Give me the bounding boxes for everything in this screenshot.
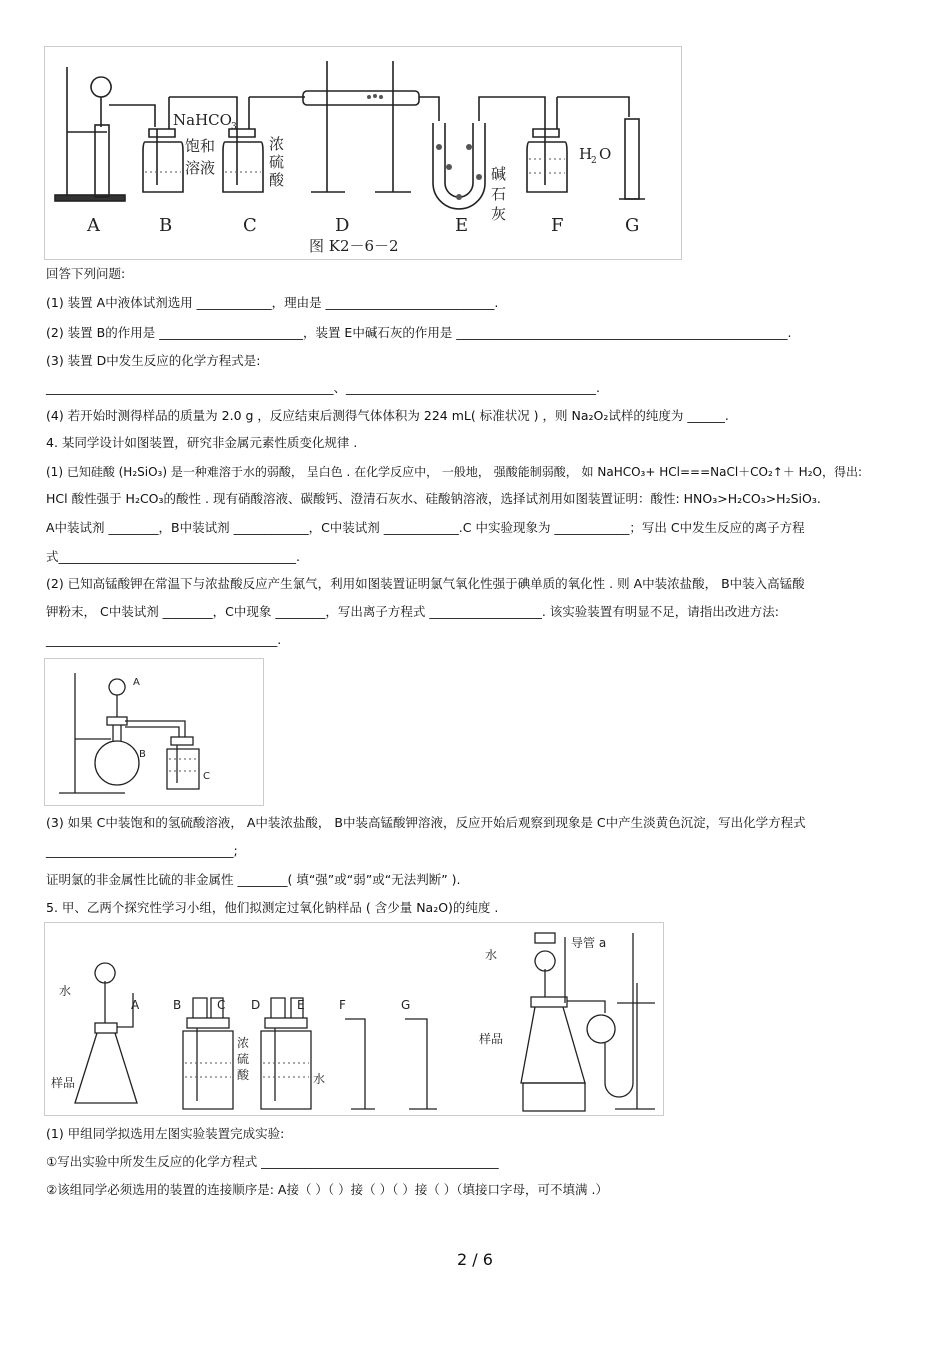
label-C: C <box>243 215 257 236</box>
nahco3-label: NaHCO <box>173 111 232 129</box>
text-line-1: 回答下列问题: <box>46 266 126 281</box>
label-G: G <box>625 215 640 236</box>
shui-label: 水 <box>59 984 72 998</box>
text-line-21: ②该组同学必须选用的装置的连接顺序是: A接（ ）（ ）接（ ）（ ）接（ ）（填接口字母，可不填满 .） <box>46 1182 609 1197</box>
text-line-19: (1) 甲组同学拟选用左图实验装置完成实验: <box>46 1126 285 1141</box>
apparatus-figure-2 <box>44 658 264 806</box>
text-line-7: 4. 某同学设计如图装置，研究非金属元素性质变化规律 . <box>46 435 358 450</box>
liu-label-fig3: 硫 <box>237 1052 250 1066</box>
label-fig3-A: A <box>131 998 140 1012</box>
jian-label: 碱 <box>491 165 507 183</box>
nong-label-fig3: 浓 <box>237 1036 250 1050</box>
text-line-15: (3) 如果 C中装饱和的氢硫酸溶液， A中装浓盐酸， B中装高锰酸钾溶液，反应开始后观察到现象是 C中产生淡黄色沉淀，写出化学方程式 <box>46 815 806 830</box>
label-fig3-G: G <box>401 998 411 1012</box>
daoguan-label: 导管 a <box>571 936 607 950</box>
label-fig2-c: C <box>203 771 210 782</box>
apparatus-figure-1 <box>44 46 682 260</box>
shi-label: 石 <box>491 185 507 203</box>
label-B: B <box>159 215 173 236</box>
text-line-14: _____________________________________. <box>46 632 282 647</box>
text-line-2: (1) 装置 A中液体试剂选用 ____________，理由是 ___________________________. <box>46 295 499 310</box>
h2o-subscript: 2 <box>591 156 597 166</box>
label-fig3-E: E <box>297 998 305 1012</box>
label-fig2-b: B <box>139 749 146 760</box>
figure-caption: 图 K2－6－2 <box>309 237 399 255</box>
label-fig3-B: B <box>173 998 182 1012</box>
text-line-16: ______________________________; <box>46 843 238 858</box>
label-fig3-F: F <box>339 998 346 1012</box>
text-line-18: 5. 甲、乙两个探究性学习小组，他们拟测定过氧化钠样品 ( 含少量 Na₂O)的纯度 . <box>46 900 499 915</box>
label-fig3-C: C <box>217 998 226 1012</box>
label-F: F <box>551 215 564 236</box>
label-A: A <box>87 215 100 236</box>
bao-he-label: 饱和 <box>185 137 216 155</box>
text-line-4: (3) 装置 D中发生反应的化学方程式是: <box>46 353 261 368</box>
rong-ye-label: 溶液 <box>185 159 216 177</box>
hui-label: 灰 <box>491 205 507 223</box>
text-line-3: (2) 装置 B的作用是 _______________________，装置 E中碱石灰的作用是 _____________________________________________________. <box>46 325 792 340</box>
text-line-13: 钾粉末， C中装试剂 ________，C中现象 ________，写出离子方程式 __________________. 该实验装置有明显不足，请指出改进方法: <box>46 604 780 619</box>
h2o-o-label: O <box>599 145 612 163</box>
text-line-10: A中装试剂 ________，B中装试剂 ____________，C中装试剂 ____________.C 中实验现象为 ____________；写出 C中发生反应的离子方程 <box>46 520 805 535</box>
label-D: D <box>335 215 350 236</box>
label-fig2-a: A <box>133 677 140 688</box>
liu-label: 硫 <box>269 153 285 171</box>
apparatus-figure-3 <box>44 922 664 1116</box>
text-line-11: 式______________________________________. <box>46 549 300 564</box>
text-line-6: (4) 若开始时测得样品的质量为 2.0 g ，反应结束后测得气体体积为 224 mL( 标准状况 ) ，则 Na₂O₂试样的纯度为 ______. <box>46 408 729 423</box>
text-line-8: (1) 已知硅酸 (H₂SiO₃) 是一种难溶于水的弱酸， 呈白色 . 在化学反应中， 一般地， 强酸能制弱酸， 如 NaHCO₃+ HCl===NaCl＋CO₂↑＋ H₂O，得出: <box>46 465 862 479</box>
h2o-h-label: H <box>579 145 593 163</box>
text-line-20: ①写出实验中所发生反应的化学方程式 ______________________________________ <box>46 1154 499 1169</box>
yangpin-label: 样品 <box>51 1076 76 1090</box>
nong-label: 浓 <box>269 135 285 153</box>
nahco3-subscript: 3 <box>231 122 237 132</box>
suan-label-fig3: 酸 <box>237 1068 250 1082</box>
label-E: E <box>455 215 469 236</box>
yangpin2-label: 样品 <box>479 1032 504 1046</box>
shui3-label: 水 <box>485 948 498 962</box>
label-fig3-D: D <box>251 998 261 1012</box>
text-line-5: ______________________________________________、________________________________________. <box>46 380 600 395</box>
shui2-label: 水 <box>313 1072 326 1086</box>
suan-label: 酸 <box>269 171 285 189</box>
page-number: 2 / 6 <box>457 1250 493 1269</box>
text-line-17: 证明氯的非金属性比硫的非金属性 ________( 填“强”或“弱”或“无法判断” ). <box>46 872 461 887</box>
text-line-12: (2) 已知高锰酸钾在常温下与浓盐酸反应产生氯气，利用如图装置证明氯气氧化性强于碘单质的氧化性 . 则 A中装浓盐酸， B中装入高锰酸 <box>46 576 805 591</box>
text-line-9: HCl 酸性强于 H₂CO₃的酸性 . 现有硝酸溶液、碳酸钙、澄清石灰水、硅酸钠溶液，选择试剂用如图装置证明：酸性: HNO₃>H₂CO₃>H₂SiO₃. <box>46 491 821 506</box>
